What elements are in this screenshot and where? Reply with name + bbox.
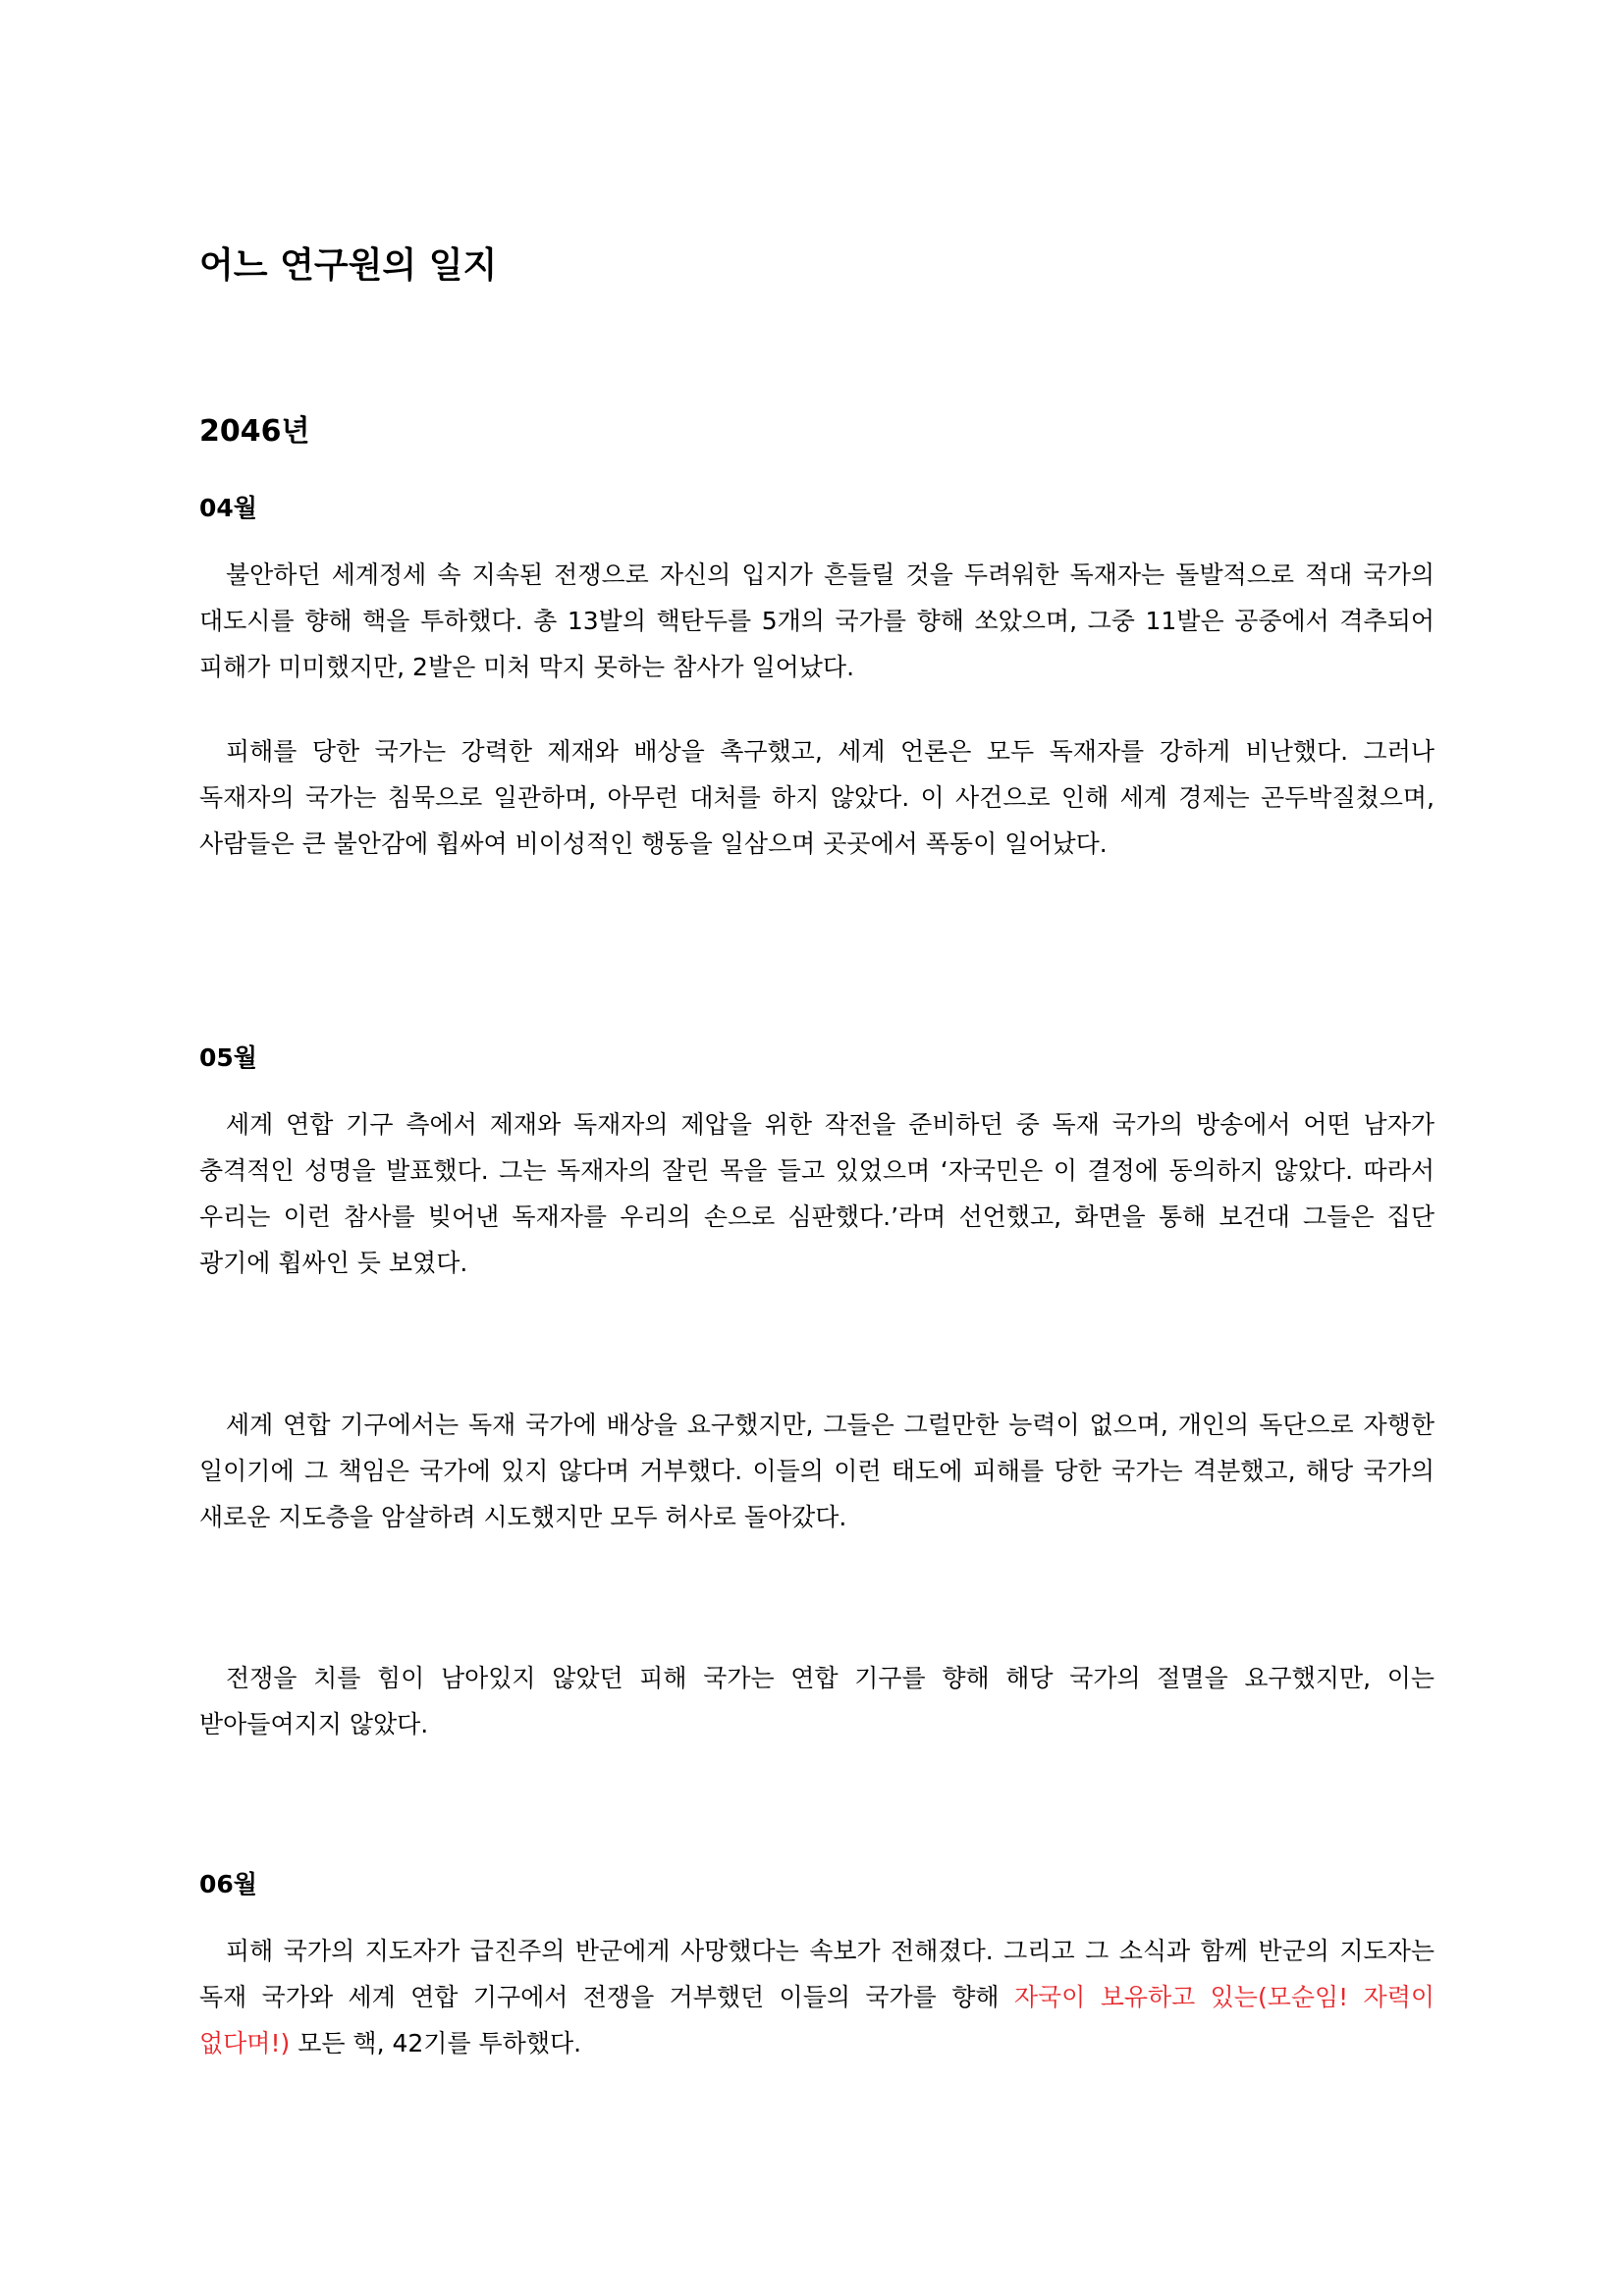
paragraph-june-1-text: 피해 국가의 지도자가 급진주의 반군에게 사망했다는 속보가 전해졌다. 그리고 그 소식과 함께 반군의 지도자는 독재 국가와 세계 연합 기구에서 전쟁을 거부했던 이들의 국가를 향해 <box>199 1937 1435 2011</box>
paragraph-may-1: 세계 연합 기구 측에서 제재와 독재자의 제압을 위한 작전을 준비하던 중 독재 국가의 방송에서 어떤 남자가 충격적인 성명을 발표했다. 그는 독재자의 잘린 목을 들고 있었으며 ‘자국민은 이 결정에 동의하지 않았다. 따라서 우리는 이런 참사를 빚어낸 독재자를 우리의 손으로 심판했다.’라며 선언했고, 화면을 통해 보건대 그들은 집단 광기에 휩싸인 듯 보였다. <box>199 1110 1435 1277</box>
paragraph-may-3: 전쟁을 치를 힘이 남아있지 않았던 피해 국가는 연합 기구를 향해 해당 국가의 절멸을 요구했지만, 이는 받아들여지지 않았다. <box>199 1664 1435 1738</box>
document-title: 어느 연구원의 일지 <box>199 245 498 286</box>
year-heading: 2046년 <box>199 414 310 449</box>
paragraph-april-2: 피해를 당한 국가는 강력한 제재와 배상을 촉구했고, 세계 언론은 모두 독재자를 강하게 비난했다. 그러나 독재자의 국가는 침묵으로 일관하며, 아무런 대처를 하지 않았다. 이 사건으로 인해 세계 경제는 곤두박질쳤으며, 사람들은 큰 불안감에 휩싸여 비이성적인 행동을 일삼으며 곳곳에서 폭동이 일어났다. <box>199 737 1435 858</box>
month-heading-april: 04월 <box>199 494 257 522</box>
month-heading-june: 06월 <box>199 1870 257 1898</box>
paragraph-april-1: 불안하던 세계정세 속 지속된 전쟁으로 자신의 입지가 흔들릴 것을 두려워한 독재자는 돌발적으로 적대 국가의 대도시를 향해 핵을 투하했다. 총 13발의 핵탄두를 5개의 국가를 향해 쏘았으며, 그중 11발은 공중에서 격추되어 피해가 미미했지만, 2발은 미처 막지 못하는 참사가 일어났다. <box>199 561 1435 681</box>
paragraph-may-2: 세계 연합 기구에서는 독재 국가에 배상을 요구했지만, 그들은 그럴만한 능력이 없으며, 개인의 독단으로 자행한 일이기에 그 책임은 국가에 있지 않다며 거부했다. 이들의 이런 태도에 피해를 당한 국가는 격분했고, 해당 국가의 새로운 지도층을 암살하려 시도했지만 모두 허사로 돌아갔다. <box>199 1411 1435 1531</box>
paragraph-june-1 <box>199 1928 1435 2066</box>
month-heading-may: 05월 <box>199 1043 257 1072</box>
paragraph-june-1-tail: 모든 핵, 42기를 투하했다. <box>298 2029 582 2057</box>
highlighted-note: 자국이 보유하고 있는(모순임! 자력이 없다며!) <box>199 1983 1435 2057</box>
